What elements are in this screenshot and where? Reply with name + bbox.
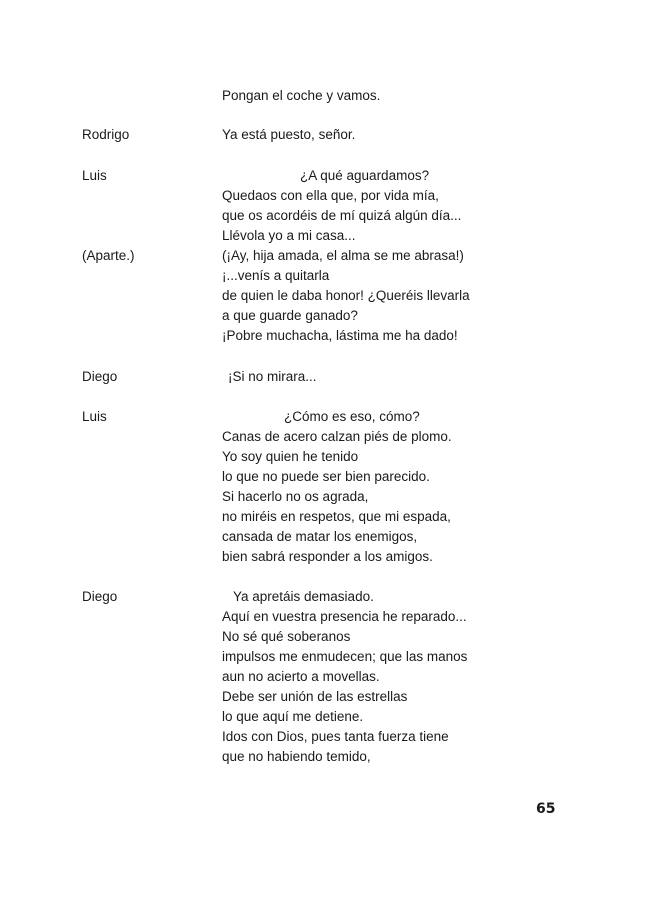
verse-line: bien sabrá responder a los amigos. xyxy=(222,549,433,564)
verse-line: Canas de acero calzan piés de plomo. xyxy=(222,429,452,444)
page-number: 65 xyxy=(536,801,556,817)
verse-line: que os acordéis de mí quizá algún día... xyxy=(222,208,462,223)
verse-line: de quien le daba honor! ¿Queréis llevarla xyxy=(222,288,470,303)
speaker-name: Diego xyxy=(82,369,118,384)
verse-line: Aquí en vuestra presencia he reparado... xyxy=(222,609,467,624)
verse-line: a que guarde ganado? xyxy=(222,308,358,323)
verse-line: Debe ser unión de las estrellas xyxy=(222,689,408,704)
verse-line: no miréis en respetos, que mi espada, xyxy=(222,509,451,524)
speaker-name: Luis xyxy=(82,409,107,424)
verse-line: lo que no puede ser bien parecido. xyxy=(222,469,430,484)
verse-line: ¡...venís a quitarla xyxy=(222,268,330,283)
verse-line: Idos con Dios, pues tanta fuerza tiene xyxy=(222,729,449,744)
verse-line: Ya apretáis demasiado. xyxy=(233,589,374,604)
speaker-name: Diego xyxy=(82,589,118,604)
verse-line: Yo soy quien he tenido xyxy=(222,449,359,464)
verse-line: lo que aquí me detiene. xyxy=(222,709,364,724)
verse-line: No sé qué soberanos xyxy=(222,629,351,644)
verse-line: que no habiendo temido, xyxy=(222,749,371,764)
speaker-name: Rodrigo xyxy=(82,127,130,142)
verse-line: aun no acierto a movellas. xyxy=(222,669,380,684)
verse-line: Ya está puesto, señor. xyxy=(222,127,356,142)
speaker-name: Luis xyxy=(82,168,107,183)
verse-line: impulsos me enmudecen; que las manos xyxy=(222,649,468,664)
verse-line: Si hacerlo no os agrada, xyxy=(222,489,369,504)
verse-line: (¡Ay, hija amada, el alma se me abrasa!) xyxy=(222,248,464,263)
verse-line: Pongan el coche y vamos. xyxy=(222,88,381,103)
verse-line: cansada de matar los enemigos, xyxy=(222,529,418,544)
verse-line: ¡Si no mirara... xyxy=(228,369,317,384)
stage-direction: (Aparte.) xyxy=(82,248,135,263)
verse-line: ¡Pobre muchacha, lástima me ha dado! xyxy=(222,328,458,343)
verse-line: ¿Cómo es eso, cómo? xyxy=(284,409,420,424)
verse-line: ¿A qué aguardamos? xyxy=(300,168,430,183)
verse-line: Quedaos con ella que, por vida mía, xyxy=(222,188,439,203)
verse-line: Llévola yo a mi casa... xyxy=(222,228,356,243)
